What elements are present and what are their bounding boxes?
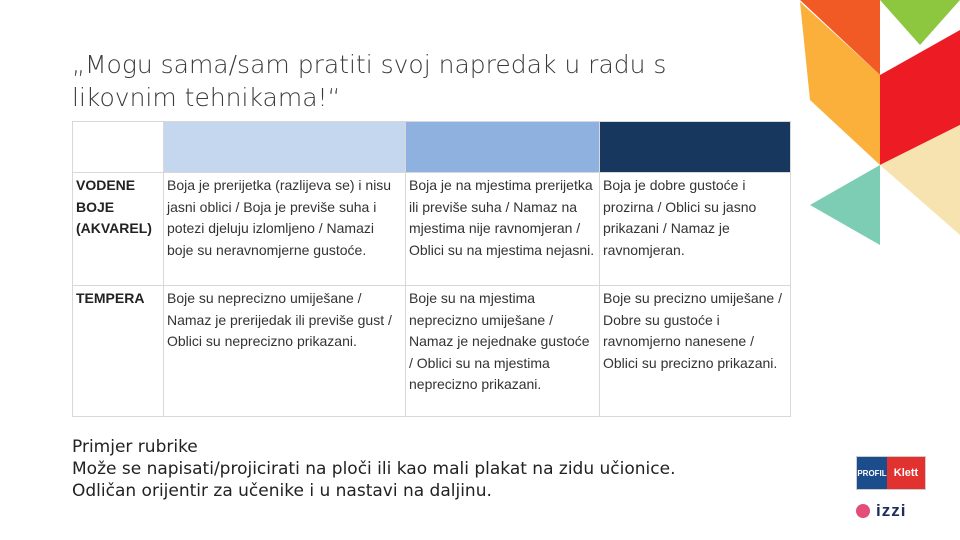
row-label-watercolor: VODENE BOJE (AKVAREL) — [73, 173, 164, 286]
header-cell-level-1 — [164, 122, 406, 173]
izzi-logo-icon — [856, 504, 870, 518]
table-row — [73, 286, 791, 417]
caption-line-2: Može se napisati/projicirati na ploči ili kao mali plakat na zidu učionice. — [72, 459, 676, 479]
row-label-tempera: TEMPERA — [73, 286, 164, 417]
profil-logo-text: PROFIL — [857, 457, 887, 489]
table-row — [73, 173, 791, 286]
caption-line-1: Primjer rubrike — [72, 437, 198, 457]
rubric-header-row — [73, 122, 791, 173]
profil-klett-logo — [856, 456, 926, 490]
cell-tempera-level-3: Boje su precizno umiješane / Dobre su gustoće i ravnomjerno nanesene / Oblici su precizno prikazani. — [600, 286, 791, 417]
izzi-logo-text: izzi — [876, 501, 907, 520]
rubric-table — [72, 121, 791, 417]
header-cell-empty — [73, 122, 164, 173]
title-line-1: „Mogu sama/sam pratiti svoj napredak u radu s — [72, 50, 667, 79]
title-line-2: likovnim tehnikama!“ — [72, 83, 341, 112]
cell-watercolor-level-1: Boja je prerijetka (razlijeva se) i nisu jasni oblici / Boja je previše suha i potezi djeluju izlomljeno / Namazi boje su neravnomjerne gustoće. — [164, 173, 406, 286]
cell-tempera-level-1: Boje su neprecizno umiješane / Namaz je prerijedak ili previše gust / Oblici su neprecizno prikazani. — [164, 286, 406, 417]
slide-caption — [72, 436, 675, 502]
cell-tempera-level-2: Boje su na mjestima neprecizno umiješane / Namaz je nejednake gustoće / Oblici su na mjestima neprecizno prikazani. — [406, 286, 600, 417]
publisher-logos — [856, 456, 926, 522]
izzi-logo — [856, 500, 926, 522]
caption-line-3: Odličan orijentir za učenike i u nastavi na daljinu. — [72, 481, 492, 501]
cell-watercolor-level-3: Boja je dobre gustoće i prozirna / Oblici su jasno prikazani / Namaz je ravnomjeran. — [600, 173, 791, 286]
header-cell-level-2 — [406, 122, 600, 173]
klett-logo-text: Klett — [887, 457, 925, 489]
cell-watercolor-level-2: Boja je na mjestima prerijetka ili previše suha / Namaz na mjestima nije ravnomjeran / Oblici su na mjestima nejasni. — [406, 173, 600, 286]
header-cell-level-3 — [600, 122, 791, 173]
deco-triangle-teal — [810, 165, 880, 245]
slide-title — [72, 48, 772, 114]
